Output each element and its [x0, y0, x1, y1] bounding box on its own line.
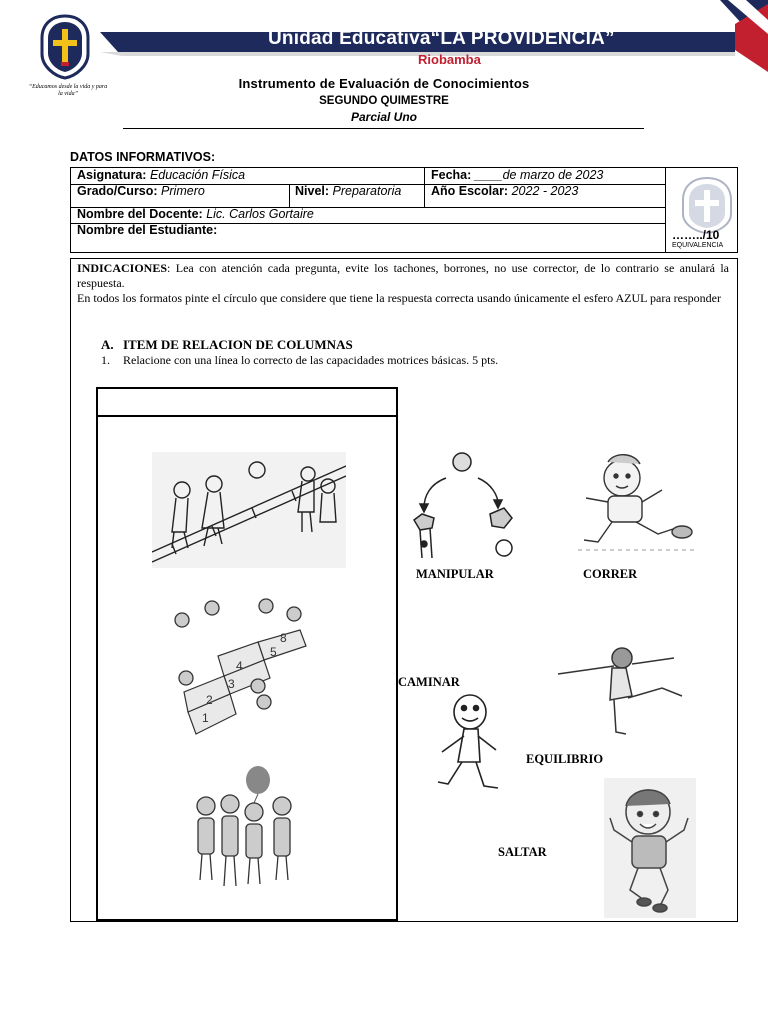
- svg-text:4: 4: [236, 659, 243, 673]
- option-caminar: CAMINAR: [398, 675, 460, 689]
- school-motto: “Educamos desde la vida y para la vida”: [28, 84, 108, 97]
- city-name: Riobamba: [418, 52, 481, 67]
- svg-text:8: 8: [280, 631, 287, 645]
- option-equilibrio: EQUILIBRIO: [526, 752, 604, 766]
- nivel-field: Nivel: Preparatoria: [295, 184, 402, 198]
- question-1: 1. Relacione con una línea lo correcto de las capacidades motrices básicas. 5 pts.: [101, 353, 499, 367]
- section-a-title: A. ITEM DE RELACION DE COLUMNAS: [101, 337, 353, 352]
- estudiante-field[interactable]: Nombre del Estudiante:: [77, 223, 218, 237]
- score-field[interactable]: ……../10: [672, 228, 720, 242]
- svg-text:2: 2: [206, 693, 213, 707]
- partial-title: Parcial Uno: [350, 110, 418, 124]
- ball-throw-catch-illustration: [406, 448, 522, 560]
- title-divider: [123, 128, 644, 129]
- option-correr: CORRER: [583, 567, 638, 581]
- svg-text:1: 1: [202, 711, 209, 725]
- datos-heading: DATOS INFORMATIVOS:: [70, 150, 216, 164]
- document-title: Instrumento de Evaluación de Conocimientos: [238, 76, 530, 91]
- option-manipular: MANIPULAR: [416, 567, 494, 581]
- option-saltar: SALTAR: [498, 845, 547, 859]
- svg-text:3: 3: [228, 677, 235, 691]
- running-boy-illustration: [578, 452, 696, 552]
- school-logo: [38, 14, 92, 80]
- asignatura-field: Asignatura: Educación Física: [77, 168, 246, 182]
- walking-figure-illustration: [434, 694, 504, 792]
- grado-field: Grado/Curso: Primero: [77, 184, 205, 198]
- equivalencia-label: EQUIVALENCIA: [672, 242, 724, 249]
- anio-escolar-field: Año Escolar: 2022 - 2023: [431, 184, 579, 198]
- fecha-field[interactable]: Fecha: ____de marzo de 2023: [431, 168, 604, 182]
- svg-text:5: 5: [270, 645, 277, 659]
- instructions: INDICACIONES: Lea con atención cada pregunta, evite los tachones, borrones, no use corrector, de lo contrario se anulará la respuesta. En todos los formatos pinte el círculo que considere que tiene la respuesta correcta usando únicamente el esfero AZUL para responder: [77, 261, 729, 305]
- watermark-logo: [679, 176, 735, 234]
- jumping-boy-illustration: [604, 778, 696, 918]
- docente-field: Nombre del Docente: Lic. Carlos Gortaire: [77, 207, 314, 221]
- volleyball-children-illustration: [152, 452, 346, 568]
- term-title: SEGUNDO QUIMESTRE: [319, 95, 449, 107]
- children-balloon-illustration: [190, 766, 300, 892]
- hopscotch-children-illustration: [166, 594, 330, 744]
- school-name: Unidad Educativa“LA PROVIDENCIA”: [268, 28, 615, 49]
- left-column-header: [96, 387, 398, 417]
- info-table: [70, 167, 738, 253]
- balance-skater-illustration: [554, 644, 688, 740]
